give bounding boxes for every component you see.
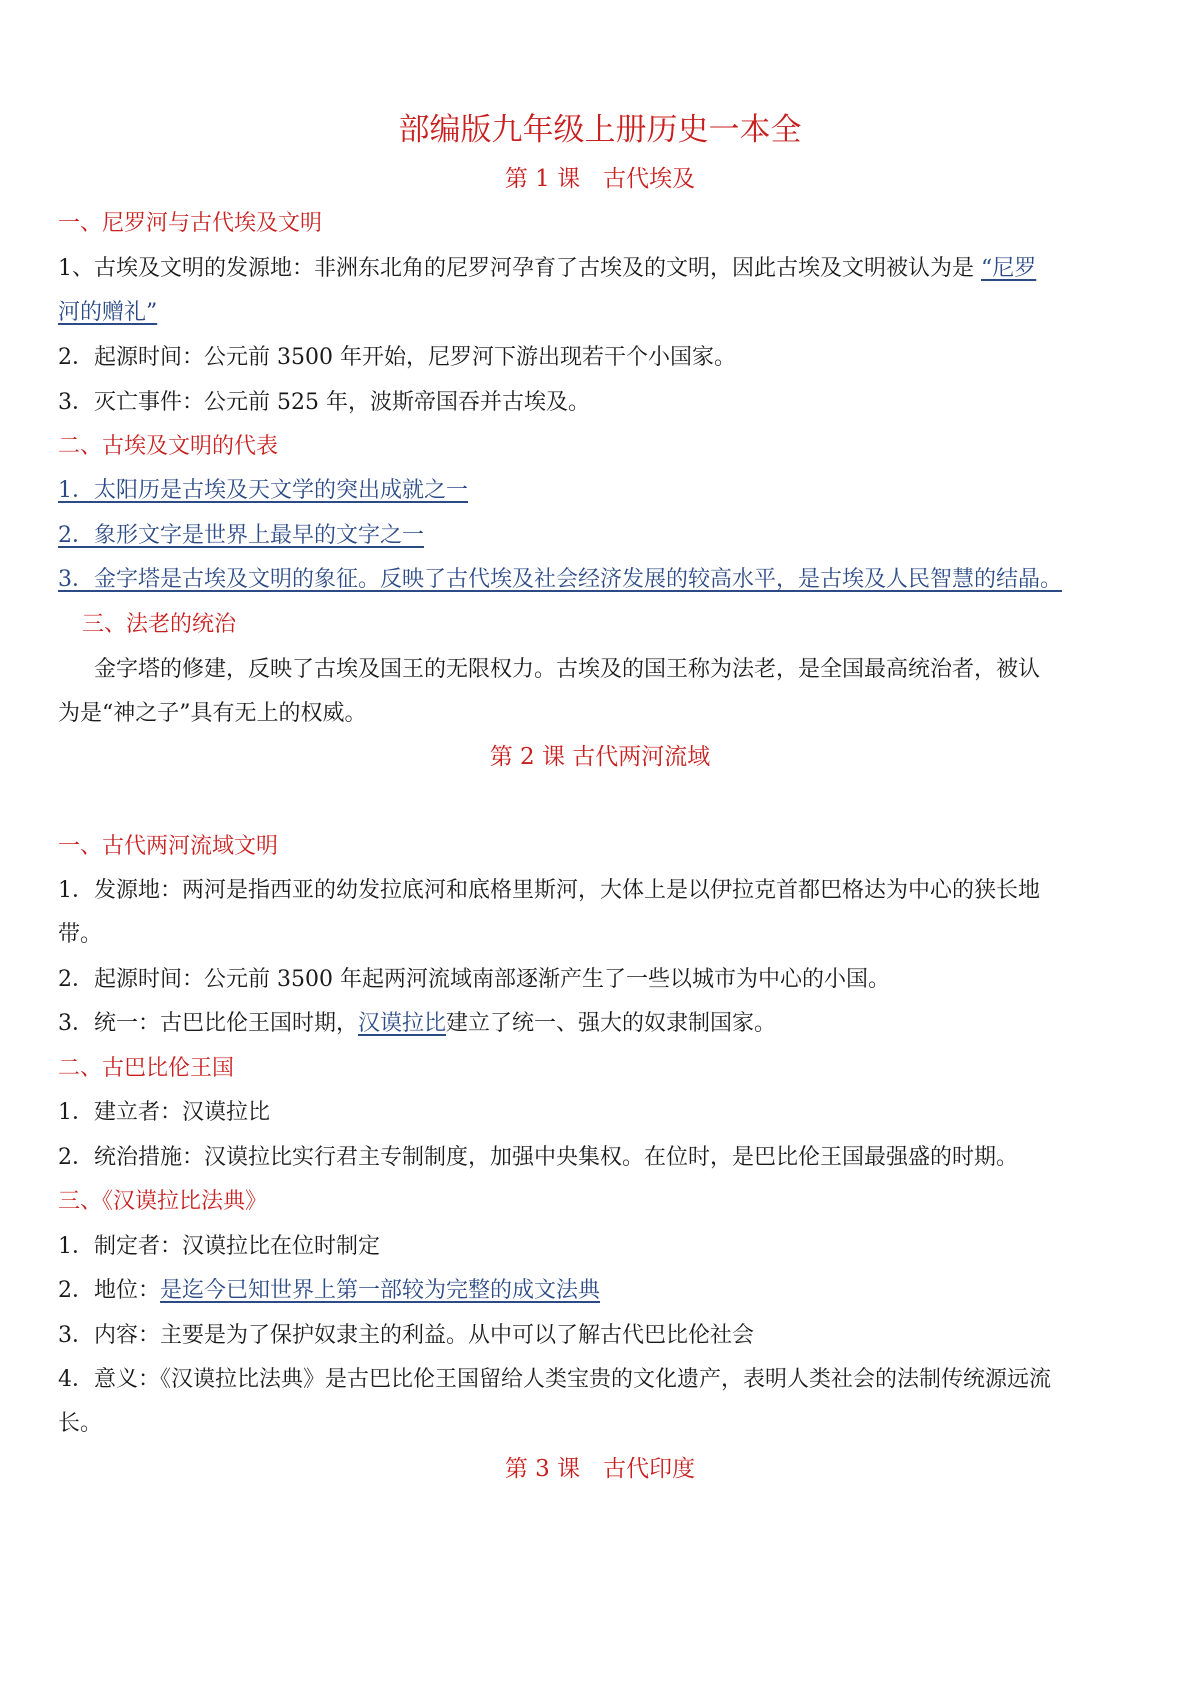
- hammurabi-link[interactable]: 汉谟拉比: [358, 1011, 447, 1036]
- paragraph-text: 2．地位：: [58, 1278, 160, 1303]
- lesson-2-paragraph-9: 4．意义：《汉谟拉比法典》是古巴比伦王国留给人类宝贵的文化遗产，表明人类社会的法制传统源远流: [58, 1367, 1052, 1392]
- solar-calendar-line: [58, 476, 1148, 506]
- lesson-1-paragraph-1-cont: [58, 298, 1148, 328]
- lesson-2-paragraph-9-cont: 长。: [58, 1411, 103, 1436]
- nile-gift-link[interactable]: “尼罗: [981, 256, 1037, 281]
- lesson-2-paragraph-2: 2．起源时间：公元前 3500 年起两河流域南部逐渐产生了一些以城市为中心的小国。: [58, 967, 890, 992]
- lesson-1-section-3-title: 三、法老的统治: [82, 612, 237, 637]
- document-title: 部编版九年级上册历史一本全: [398, 112, 802, 148]
- paragraph-text: 1、古埃及文明的发源地：非洲东北角的尼罗河孕育了古埃及的文明，因此古埃及文明被认为是: [58, 256, 981, 281]
- lesson-2-paragraph-6: 1．制定者：汉谟拉比在位时制定: [58, 1234, 380, 1259]
- lesson-2-section-2-title: 二、古巴比伦王国: [58, 1056, 235, 1081]
- pyramid-link[interactable]: 3．金字塔是古埃及文明的象征。反映了古代埃及社会经济发展的较高水平，是古埃及人民智慧的结晶。: [58, 567, 1063, 592]
- lesson-1-paragraph-2: 2．起源时间：公元前 3500 年开始，尼罗河下游出现若干个小国家。: [58, 345, 736, 370]
- hieroglyph-link[interactable]: 2．象形文字是世界上最早的文字之一: [58, 523, 424, 548]
- lesson-2-paragraph-7: [58, 1276, 1148, 1306]
- lesson-2-section-1-title: 一、古代两河流域文明: [58, 834, 279, 859]
- lesson-2-paragraph-1-cont: 带。: [58, 922, 103, 947]
- lesson-1-paragraph-1: [58, 254, 1148, 284]
- lesson-1-paragraph-4: 金字塔的修建，反映了古埃及国王的无限权力。古埃及的国王称为法老，是全国最高统治者，被认: [94, 657, 1041, 682]
- lesson-1-heading: 第 1 课 古代埃及: [504, 166, 696, 192]
- lesson-2-paragraph-4: 1．建立者：汉谟拉比: [58, 1100, 270, 1125]
- lesson-1-paragraph-3: 3．灭亡事件：公元前 525 年，波斯帝国吞并古埃及。: [58, 390, 590, 415]
- lesson-1-section-1-title: 一、尼罗河与古代埃及文明: [58, 211, 323, 236]
- lesson-1-paragraph-4-cont: 为是“神之子”具有无上的权威。: [58, 701, 367, 726]
- lesson-2-section-3-title: 三、《汉谟拉比法典》: [58, 1189, 268, 1214]
- lesson-2-paragraph-3: [58, 1009, 1148, 1039]
- lesson-2-paragraph-8: 3．内容：主要是为了保护奴隶主的利益。从中可以了解古代巴比伦社会: [58, 1323, 754, 1348]
- lesson-2-heading: 第 2 课 古代两河流域: [489, 744, 711, 770]
- paragraph-text: 3．统一：古巴比伦王国时期，: [58, 1011, 358, 1036]
- lesson-2-paragraph-5: 2．统治措施：汉谟拉比实行君主专制制度，加强中央集权。在位时，是巴比伦王国最强盛的时期。: [58, 1145, 1019, 1170]
- nile-gift-link-cont[interactable]: 河的赠礼”: [58, 300, 158, 325]
- lesson-2-paragraph-1: 1．发源地：两河是指西亚的幼发拉底河和底格里斯河，大体上是以伊拉克首都巴格达为中心的狭长地: [58, 878, 1041, 903]
- pyramid-line: [58, 565, 1148, 595]
- lesson-1-section-2-title: 二、古埃及文明的代表: [58, 434, 279, 459]
- lesson-3-heading: 第 3 课 古代印度: [504, 1456, 696, 1482]
- hieroglyph-line: [58, 521, 1148, 551]
- solar-calendar-link[interactable]: 1．太阳历是古埃及天文学的突出成就之一: [58, 478, 468, 503]
- paragraph-text: 建立了统一、强大的奴隶制国家。: [446, 1011, 777, 1036]
- code-status-link[interactable]: 是迄今已知世界上第一部较为完整的成文法典: [160, 1278, 601, 1303]
